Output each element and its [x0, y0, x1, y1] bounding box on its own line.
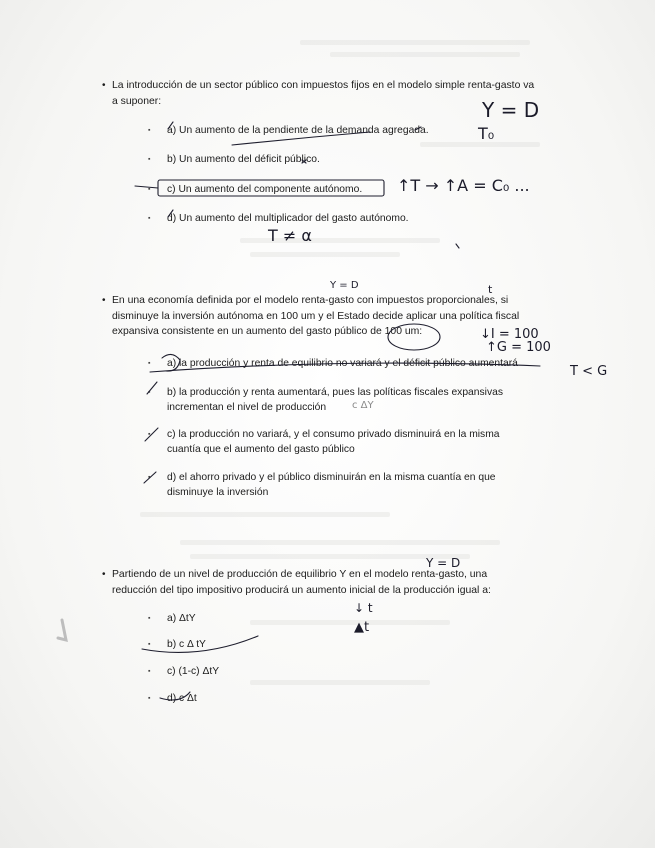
question-bullet: •: [102, 295, 106, 306]
bleed-through-line: [250, 620, 450, 625]
handwritten-down-t: ↓ t: [354, 601, 373, 615]
handwritten-up-t: ▲t: [354, 620, 370, 635]
option-bullet: ▪: [148, 127, 151, 134]
question-1: [102, 78, 542, 109]
option-bullet: ▪: [148, 695, 151, 702]
option-bullet: ▪: [148, 156, 151, 163]
tick-mark: [145, 428, 158, 441]
handwritten-t-not-alpha: T ≠ α: [268, 226, 312, 245]
handwritten-investment-down: ↓I = 100: [480, 327, 539, 342]
handwritten-tax-autonomous-note: ↑T → ↑A = C₀ ...: [397, 176, 530, 195]
question-2-option-d[interactable]: [148, 470, 512, 500]
handwritten-t0: T₀: [478, 124, 495, 143]
tick-mark: [456, 244, 459, 248]
option-text: a) ΔtY: [167, 613, 196, 624]
question-1-option-d[interactable]: [148, 211, 409, 226]
handwritten-y-equals-d: Y = D: [482, 98, 540, 122]
option-text: d) el ahorro privado y el público disminuirán en la misma cuantía en que disminuye la inversión: [167, 472, 496, 498]
question-1-text: La introducción de un sector público con impuestos fijos en el modelo simple renta-gasto va a suponer:: [112, 80, 535, 107]
question-3-option-a[interactable]: [148, 611, 196, 626]
question-bullet: •: [102, 80, 106, 91]
handwritten-y-equals-d: Y = D: [426, 556, 461, 570]
option-text: c) la producción no variará, y el consumo privado disminuirá en la misma cuantía que el aumento del gasto público: [167, 429, 500, 455]
question-bullet: •: [102, 569, 106, 580]
option-bullet: ▪: [148, 215, 151, 222]
handwritten-y-equals-d: Y = D: [330, 280, 359, 291]
bleed-through-line: [140, 512, 390, 517]
option-text: c) Un aumento del componente autónomo.: [167, 184, 363, 195]
option-text: d) c Δt: [167, 693, 197, 704]
bleed-through-line: [250, 252, 400, 257]
handwritten-t-less-than-g: T < G: [570, 364, 608, 379]
bleed-through-line: [250, 680, 430, 685]
option-text: a) la producción y renta de equilibrio no variará y el déficit público aumentará: [167, 358, 518, 369]
bleed-through-line: [330, 52, 520, 57]
handwritten-c-delta-y: c ΔY: [352, 400, 374, 411]
option-text: b) Un aumento del déficit público.: [167, 154, 320, 165]
option-bullet: ▪: [148, 641, 151, 648]
question-2-option-a[interactable]: [148, 356, 537, 371]
option-text: d) Un aumento del multiplicador del gasto autónomo.: [167, 213, 409, 224]
option-text: c) (1-c) ΔtY: [167, 666, 220, 677]
question-2-option-b[interactable]: [148, 385, 512, 415]
pointer-stroke: [135, 186, 158, 188]
question-2-option-c[interactable]: [148, 427, 512, 457]
option-text: b) la producción y renta aumentará, pues las políticas fiscales expansivas incrementan el nivel de producción: [167, 387, 503, 413]
page-edge-mark: [58, 620, 66, 640]
question-2-text: En una economía definida por el modelo renta-gasto con impuestos proporcionales, si disminuye la inversión autónoma en 100 um y el Estado decide aplicar una política fiscal expansiva consistente en un aumento del gasto público de 100 um:: [112, 295, 520, 337]
option-text: b) c Δ tY: [167, 639, 206, 650]
option-bullet: ▪: [148, 668, 151, 675]
question-3: [102, 567, 532, 598]
option-bullet: ▪: [148, 186, 151, 193]
option-bullet: ▪: [148, 389, 151, 396]
option-bullet: ▪: [148, 431, 151, 438]
handwritten-t: t: [488, 283, 493, 296]
bleed-through-line: [180, 540, 500, 545]
question-3-option-b[interactable]: [148, 637, 206, 652]
question-3-option-d[interactable]: [148, 691, 197, 706]
handwritten-g-up: ↑G = 100: [486, 340, 551, 355]
question-1-option-b[interactable]: [148, 152, 320, 167]
option-text: a) Un aumento de la pendiente de la demanda agregada.: [167, 125, 429, 136]
question-1-option-c[interactable]: [148, 182, 363, 197]
option-bullet: ▪: [148, 615, 151, 622]
question-1-option-a[interactable]: [148, 123, 429, 138]
bleed-through-line: [300, 40, 530, 45]
question-3-text: Partiendo de un nivel de producción de equilibrio Y en el modelo renta-gasto, una reducción del tipo impositivo producirá un aumento inicial de la producción igual a:: [112, 569, 491, 596]
option-bullet: ▪: [148, 474, 151, 481]
question-3-option-c[interactable]: [148, 664, 220, 679]
option-bullet: ▪: [148, 360, 151, 367]
